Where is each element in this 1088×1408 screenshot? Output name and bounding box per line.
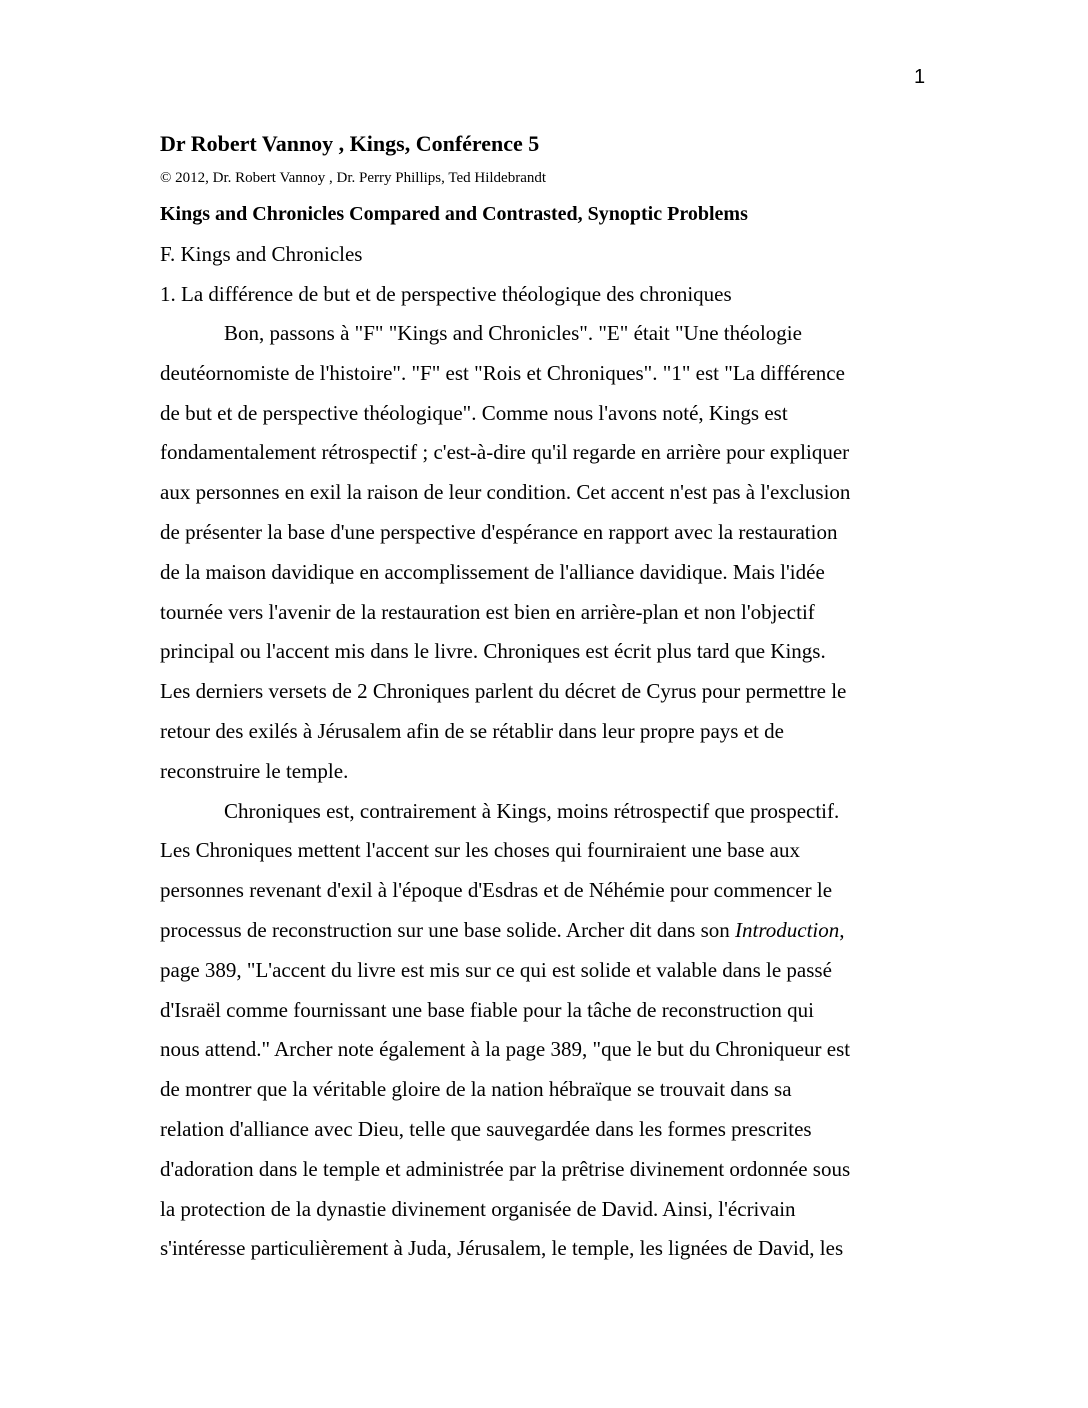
text-line: de montrer que la véritable gloire de la nation hébraïque se trouvait dans sa bbox=[160, 1077, 792, 1102]
text-line: d'adoration dans le temple et administrée par la prêtrise divinement ordonnée sous bbox=[160, 1156, 851, 1181]
book-title-italic: Introduction, bbox=[735, 917, 845, 942]
copyright-line: © 2012, Dr. Robert Vannoy , Dr. Perry Phillips, Ted Hildebrandt bbox=[160, 170, 547, 186]
text-line: nous attend." Archer note également à la page 389, "que le but du Chroniqueur est bbox=[160, 1037, 851, 1062]
text-line: Les Chroniques mettent l'accent sur les choses qui fourniraient une base aux bbox=[160, 838, 801, 863]
text-line: relation d'alliance avec Dieu, telle que sauvegardée dans les formes prescrites bbox=[160, 1116, 812, 1141]
text-line: Chroniques est, contrairement à Kings, moins rétrospectif que prospectif. bbox=[224, 798, 840, 823]
document-content bbox=[160, 126, 930, 1269]
lecture-subtitle: Kings and Chronicles Compared and Contrasted, Synoptic Problems bbox=[160, 203, 748, 225]
text-line: de la maison davidique en accomplissement de l'alliance davidique. Mais l'idée bbox=[160, 559, 825, 584]
text-segment: processus de reconstruction sur une base solide. Archer dit dans son bbox=[160, 917, 736, 942]
text-line: d'Israël comme fournissant une base fiable pour la tâche de reconstruction qui bbox=[160, 997, 814, 1022]
text-line: deutéornomiste de l'histoire". "F" est "Rois et Chroniques". "1" est "La différence bbox=[160, 360, 845, 385]
text-line: la protection de la dynastie divinement organisée de David. Ainsi, l'écrivain bbox=[160, 1196, 796, 1221]
text-line: personnes revenant d'exil à l'époque d'Esdras et de Néhémie pour commencer le bbox=[160, 878, 833, 903]
paragraph-2 bbox=[160, 792, 930, 1270]
page-number: 1 bbox=[914, 66, 926, 88]
text-line: principal ou l'accent mis dans le livre. Chroniques est écrit plus tard que Kings. bbox=[160, 639, 826, 664]
text-line: Les derniers versets de 2 Chroniques parlent du décret de Cyrus pour permettre le bbox=[160, 679, 847, 704]
text-line: de but et de perspective théologique". Comme nous l'avons noté, Kings est bbox=[160, 400, 788, 425]
section-heading: F. Kings and Chronicles bbox=[160, 242, 363, 266]
text-line bbox=[160, 911, 930, 951]
text-line: tournée vers l'avenir de la restauration est bien en arrière-plan et non l'objectif bbox=[160, 599, 815, 624]
text-line: fondamentalement rétrospectif ; c'est-à-dire qu'il regarde en arrière pour expliquer bbox=[160, 440, 850, 465]
text-line: reconstruire le temple. bbox=[160, 758, 349, 783]
paragraph-1 bbox=[160, 314, 930, 792]
text-line: Bon, passons à "F" "Kings and Chronicles". "E" était "Une théologie bbox=[224, 321, 802, 345]
text-line: de présenter la base d'une perspective d'espérance en rapport avec la restauration bbox=[160, 519, 838, 544]
text-line: page 389, "L'accent du livre est mis sur ce qui est solide et valable dans le passé bbox=[160, 957, 832, 982]
text-line: retour des exilés à Jérusalem afin de se rétablir dans leur propre pays et de bbox=[160, 718, 784, 743]
text-line: s'intéresse particulièrement à Juda, Jérusalem, le temple, les lignées de David, les bbox=[160, 1236, 844, 1261]
text-line: aux personnes en exil la raison de leur condition. Cet accent n'est pas à l'exclusion bbox=[160, 480, 851, 505]
subsection-heading: 1. La différence de but et de perspective théologique des chroniques bbox=[160, 282, 732, 306]
document-title: Dr Robert Vannoy , Kings, Conférence 5 bbox=[160, 131, 540, 156]
